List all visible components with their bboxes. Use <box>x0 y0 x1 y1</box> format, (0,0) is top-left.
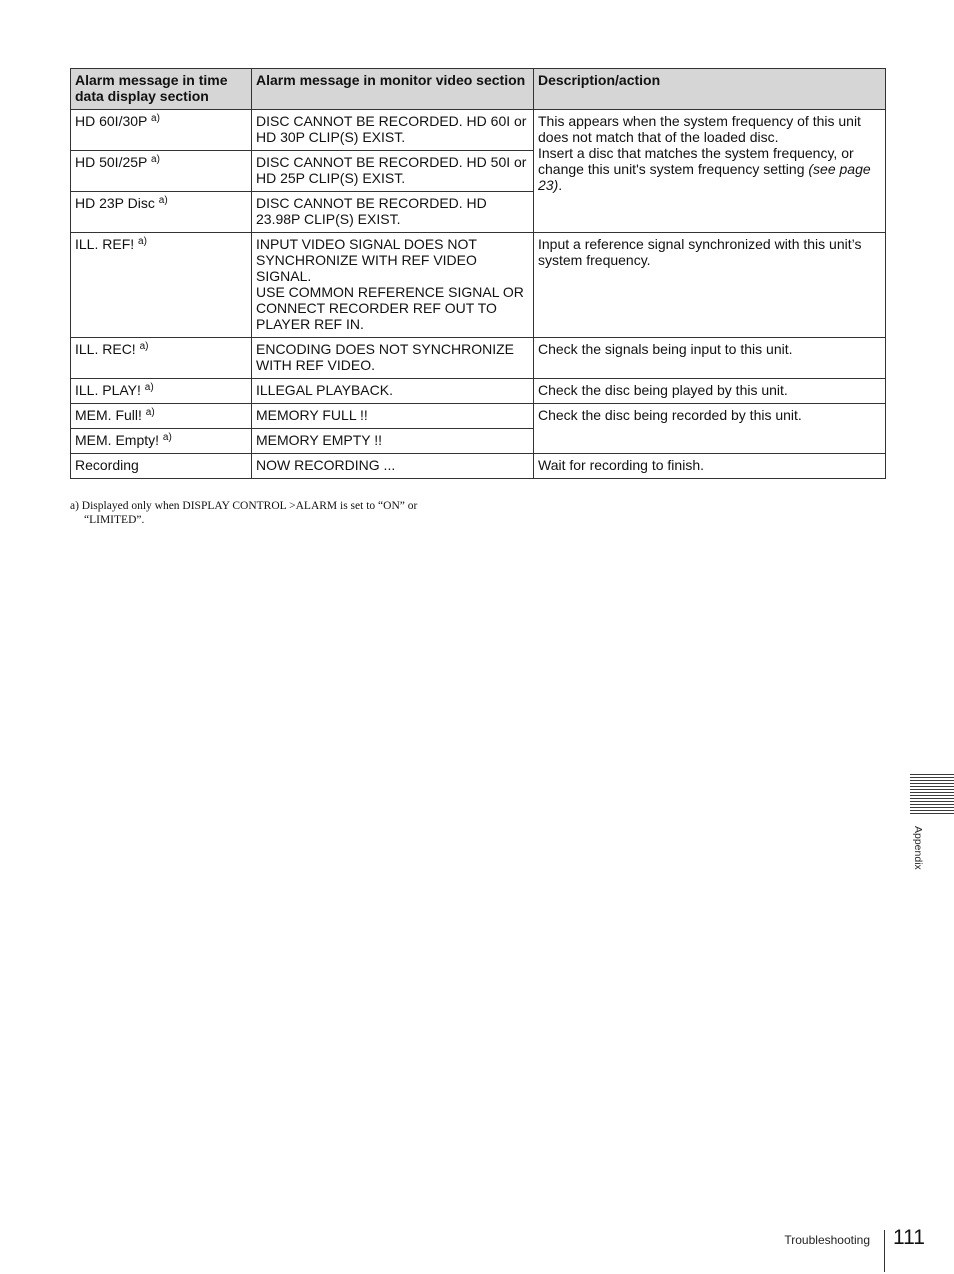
footnote-line: a) Displayed only when DISPLAY CONTROL >ALARM is set to “ON” or <box>70 500 418 512</box>
footnote-ref: a) <box>151 154 160 165</box>
monitor-message-cell <box>252 233 534 338</box>
time-message-cell <box>71 404 252 429</box>
table-row <box>71 404 886 429</box>
time-message-text: HD 50I/25P <box>75 154 148 170</box>
time-message-cell <box>71 110 252 151</box>
description-text: This appears when the system frequency of this unit does not match that of the loaded disc. <box>538 113 861 145</box>
footnote-ref: a) <box>151 113 160 124</box>
time-message-text: MEM. Full! <box>75 407 142 423</box>
footnote-ref: a) <box>145 407 155 418</box>
section-tab-label: Appendix <box>912 826 924 870</box>
table-row <box>71 454 886 479</box>
monitor-message-cell: MEMORY FULL !! <box>252 404 534 429</box>
description-cell: Input a reference signal synchronized with this unit’s system frequency. <box>534 233 886 338</box>
table-row <box>71 379 886 404</box>
monitor-message-cell: MEMORY EMPTY !! <box>252 429 534 454</box>
section-tab-stripes <box>910 774 954 816</box>
time-message-cell <box>71 338 252 379</box>
alarm-message-table <box>70 68 886 479</box>
footnote-ref: a) <box>138 236 147 247</box>
time-message-cell <box>71 429 252 454</box>
footnote-ref: a) <box>162 432 172 443</box>
table-row <box>71 338 886 379</box>
time-message-text: MEM. Empty! <box>75 432 160 448</box>
header-description-action: Description/action <box>534 69 886 110</box>
table-row <box>71 110 886 151</box>
time-message-cell <box>71 454 252 479</box>
description-text <box>538 145 881 193</box>
description-cell: Wait for recording to finish. <box>534 454 886 479</box>
description-cell: Check the signals being input to this unit. <box>534 338 886 379</box>
footnote-ref: a) <box>158 195 168 206</box>
table-row <box>71 233 886 338</box>
page-reference: (see page 23) <box>538 161 871 193</box>
page-number: 111 <box>893 1226 925 1249</box>
monitor-message-cell: DISC CANNOT BE RECORDED. HD 60I or HD 30P CLIP(S) EXIST. <box>252 110 534 151</box>
monitor-message-cell: ILLEGAL PLAYBACK. <box>252 379 534 404</box>
time-message-text: ILL. REF! <box>75 236 135 252</box>
footnote-ref: a) <box>139 341 149 352</box>
time-message-cell <box>71 151 252 192</box>
time-message-cell <box>71 192 252 233</box>
footer-divider <box>884 1230 885 1272</box>
footnote-line: “LIMITED”. <box>84 514 145 526</box>
footnote-ref: a) <box>144 382 154 393</box>
time-message-text: HD 23P Disc <box>75 195 155 211</box>
monitor-message-cell: NOW RECORDING ... <box>252 454 534 479</box>
time-message-cell <box>71 233 252 338</box>
monitor-message-cell: ENCODING DOES NOT SYNCHRONIZE WITH REF VIDEO. <box>252 338 534 379</box>
monitor-message-cell: DISC CANNOT BE RECORDED. HD 23.98P CLIP(S) EXIST. <box>252 192 534 233</box>
time-message-text: ILL. REC! <box>75 341 136 357</box>
footer-section-title: Troubleshooting <box>784 1233 870 1247</box>
header-time-data-message: Alarm message in time data display section <box>71 69 252 110</box>
monitor-message-cell: DISC CANNOT BE RECORDED. HD 50I or HD 25P CLIP(S) EXIST. <box>252 151 534 192</box>
table-footnote <box>70 499 490 527</box>
header-monitor-video-message: Alarm message in monitor video section <box>252 69 534 110</box>
time-message-text: ILL. PLAY! <box>75 382 141 398</box>
time-message-text: Recording <box>75 457 139 473</box>
time-message-cell <box>71 379 252 404</box>
description-text-part: Insert a disc that matches the system frequency, or change this unit's system frequency setting <box>538 145 854 177</box>
monitor-message-line: INPUT VIDEO SIGNAL DOES NOT SYNCHRONIZE WITH REF VIDEO SIGNAL. <box>256 236 477 284</box>
time-message-text: HD 60I/30P <box>75 113 148 129</box>
description-cell: Check the disc being played by this unit. <box>534 379 886 404</box>
frequency-mismatch-description <box>534 110 886 233</box>
description-text-end: . <box>558 177 563 193</box>
table-header-row <box>71 69 886 110</box>
monitor-message-line: USE COMMON REFERENCE SIGNAL OR CONNECT RECORDER REF OUT TO PLAYER REF IN. <box>256 284 524 332</box>
memory-description: Check the disc being recorded by this unit. <box>534 404 886 454</box>
